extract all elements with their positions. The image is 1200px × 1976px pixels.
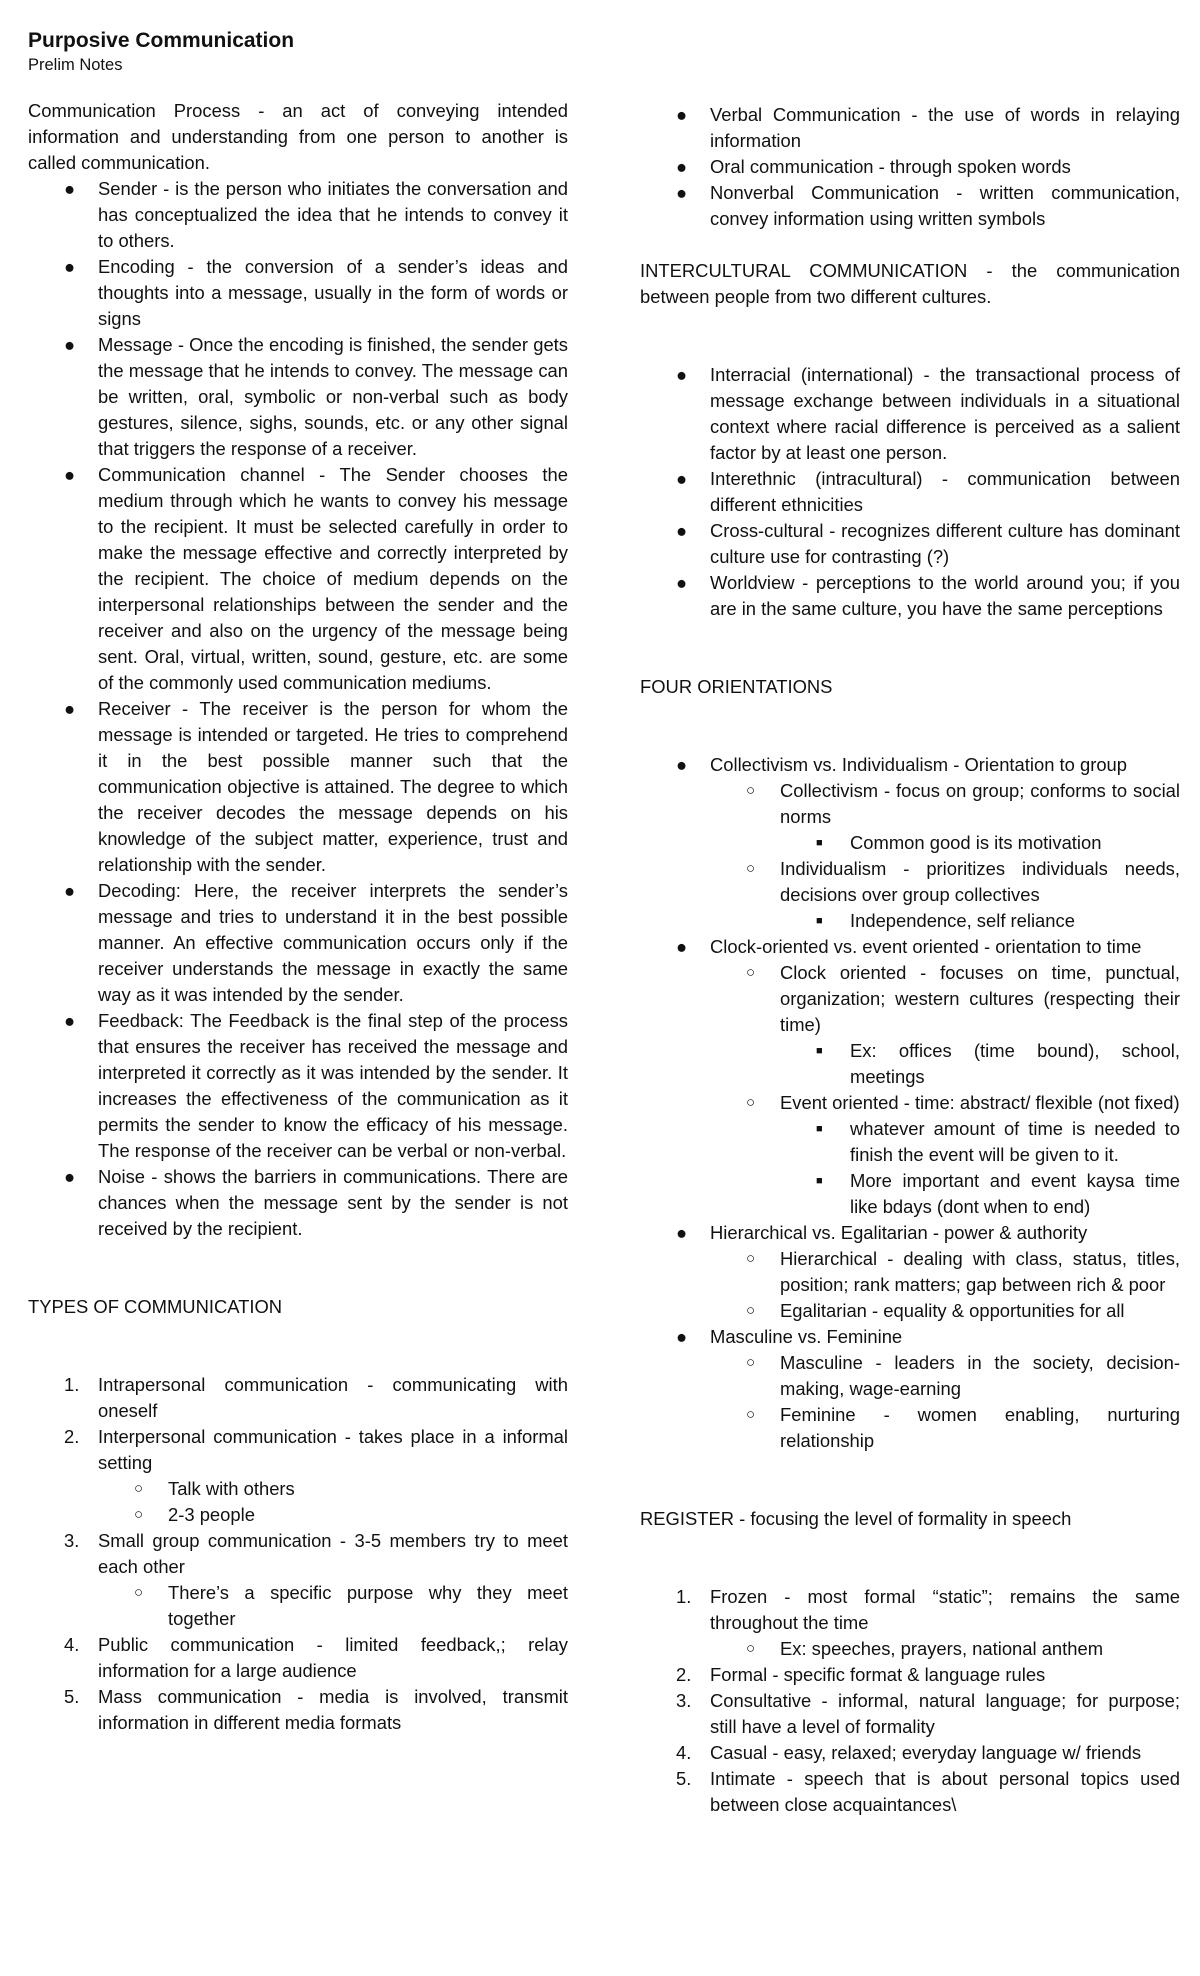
forms-list [640,102,1180,232]
list-item: ● Oral communication - through spoken words [640,154,1180,180]
bullet-icon: ● [676,156,688,177]
sub-list-item: ○ Individualism - prioritizes individuals needs, decisions over group collectives [746,858,1180,905]
bullet-icon: ● [676,104,688,125]
sub-sub-list-item: ■ Ex: offices (time bound), school, meetings [816,1040,1180,1087]
bullet-icon: ● [64,334,76,355]
circle-bullet-icon: ○ [746,1094,756,1111]
square-bullet-icon: ■ [816,1175,823,1187]
sub-list-item: ○ There’s a specific purpose why they meet together [134,1582,568,1629]
list-item: ● Decoding: Here, the receiver interprets the sender’s message and tries to understand it in the best possible manner. An effective communication occurs only if the receiver understands the message in exactly the same way as it was intended by the sender. [64,880,568,1005]
list-item: ● Masculine vs. Feminine [640,1324,1180,1350]
circle-bullet-icon: ○ [134,1506,144,1523]
bullet-icon: ● [64,256,76,277]
sub-list-item: ○ Talk with others [28,1476,568,1502]
list-item: ● Receiver - The receiver is the person for whom the message is intended or targeted. He tries to comprehend it in the best possible manner such that the communication objective is attained. The degree to which the receiver decodes the message depends on his knowledge of the subject matter, experience, trust and relationship with the sender. [64,698,568,875]
square-bullet-icon: ■ [816,1045,823,1057]
list-item: 2. Formal - specific format & language rules [640,1662,1180,1688]
list-item: ● Hierarchical vs. Egalitarian - power & authority [640,1220,1180,1246]
list-number: 4. [676,1742,692,1763]
sub-list-item: ○ Clock oriented - focuses on time, punctual, organization; western cultures (respecting their time) [746,962,1180,1035]
circle-bullet-icon: ○ [746,1302,756,1319]
sub-list-item: ○ Hierarchical - dealing with class, status, titles, position; rank matters; gap between rich & poor [746,1248,1180,1295]
sub-list-item: ○ 2-3 people [28,1502,568,1528]
list-number: 3. [676,1690,692,1711]
list-item: ● Communication channel - The Sender chooses the medium through which he wants to convey his message to the recipient. It must be selected carefully in order to make the message effective and correctly interpreted by the recipient. The choice of medium depends on the interpersonal relationships between the sender and the receiver and also on the urgency of the message being sent. Oral, virtual, written, sound, gesture, etc. are some of the commonly used communication mediums. [64,464,568,693]
sub-list-item: ○ Feminine - women enabling, nurturing relationship [746,1404,1180,1451]
bullet-icon: ● [64,464,76,485]
list-item: ● Verbal Communication - the use of words in relaying information [676,104,1180,151]
bullet-icon: ● [676,572,688,593]
list-item: ● Worldview - perceptions to the world around you; if you are in the same culture, you have the same perceptions [676,572,1180,619]
square-bullet-icon: ■ [816,1123,823,1135]
bullet-icon: ● [64,698,76,719]
process-list [28,176,568,1242]
list-item: 1. Intrapersonal communication - communicating with oneself [64,1374,568,1421]
list-number: 1. [676,1586,692,1607]
circle-bullet-icon: ○ [746,1250,756,1267]
sub-sub-list-item: ■ Independence, self reliance [640,908,1180,934]
bullet-icon: ● [64,178,76,199]
circle-bullet-icon: ○ [746,782,756,799]
circle-bullet-icon: ○ [746,1354,756,1371]
list-item: 2. Interpersonal communication - takes place in a informal setting [64,1426,568,1473]
list-item: ● Interracial (international) - the transactional process of message exchange between individuals in a situational context where racial difference is perceived as a salient factor by at least one person. [676,364,1180,463]
sub-sub-list-item: ■ More important and event kaysa time like bdays (dont when to end) [816,1170,1180,1217]
list-item: 4. Public communication - limited feedback,; relay information for a large audience [64,1634,568,1681]
types-list [28,1372,568,1736]
document-title: Purposive Communication [28,29,295,52]
square-bullet-icon: ■ [816,837,823,849]
sub-list-item: ○ Ex: speeches, prayers, national anthem [640,1636,1180,1662]
bullet-icon: ● [676,1222,688,1243]
list-item: ● Encoding - the conversion of a sender’s ideas and thoughts into a message, usually in the form of words or signs [64,256,568,329]
list-number: 2. [676,1664,692,1685]
list-item: ● Noise - shows the barriers in communications. There are chances when the message sent by the sender is not received by the recipient. [64,1166,568,1239]
list-item: ● Sender - is the person who initiates the conversation and has conceptualized the idea that he intends to convey it to others. [64,178,568,251]
list-item: ● Message - Once the encoding is finished, the sender gets the message that he intends to convey. The message can be written, oral, symbolic or non-verbal such as body gestures, silence, sighs, sounds, etc. or any other signal that triggers the response of a receiver. [64,334,568,459]
circle-bullet-icon: ○ [134,1584,144,1601]
square-bullet-icon: ■ [816,915,823,927]
list-item: 3. Small group communication - 3-5 members try to meet each other [64,1530,568,1577]
communication-process-intro: Communication Process - an act of conveying intended information and understanding from one person to another is called communication. [28,100,568,173]
left-column [28,0,568,1736]
intercultural-heading: INTERCULTURAL COMMUNICATION - the communication between people from two different cultures. [640,260,1180,307]
list-item: ● Collectivism vs. Individualism - Orientation to group [640,752,1180,778]
bullet-icon: ● [676,1326,688,1347]
circle-bullet-icon: ○ [746,1406,756,1423]
list-item: ● Clock-oriented vs. event oriented - orientation to time [640,934,1180,960]
register-heading: REGISTER - focusing the level of formality in speech [640,1508,1072,1529]
list-item: 1. Frozen - most formal “static”; remains the same throughout the time [676,1586,1180,1633]
bullet-icon: ● [676,936,688,957]
sub-sub-list-item: ■ whatever amount of time is needed to finish the event will be given to it. [816,1118,1180,1165]
list-item: ● Interethnic (intracultural) - communication between different ethnicities [676,468,1180,515]
list-number: 2. [64,1426,80,1447]
list-number: 5. [676,1768,692,1789]
bullet-icon: ● [676,468,688,489]
bullet-icon: ● [64,1166,76,1187]
document-subtitle: Prelim Notes [28,56,123,74]
list-number: 3. [64,1530,80,1551]
circle-bullet-icon: ○ [746,860,756,877]
bullet-icon: ● [676,520,688,541]
sub-list-item: ○ Event oriented - time: abstract/ flexible (not fixed) [640,1090,1180,1116]
list-item: ● Feedback: The Feedback is the final step of the process that ensures the receiver has received the message and interpreted it correctly as it was intended by the sender. It increases the effectiveness of the communication as it permits the sender to know the efficacy of his message. The response of the receiver can be verbal or non-verbal. [64,1010,568,1161]
list-number: 4. [64,1634,80,1655]
sub-list-item: ○ Collectivism - focus on group; conforms to social norms [746,780,1180,827]
circle-bullet-icon: ○ [134,1480,144,1497]
sub-list-item: ○ Egalitarian - equality & opportunities for all [640,1298,1180,1324]
list-item: 3. Consultative - informal, natural language; for purpose; still have a level of formality [676,1690,1180,1737]
circle-bullet-icon: ○ [746,964,756,981]
register-list [640,1584,1180,1818]
orientations-heading: FOUR ORIENTATIONS [640,676,833,697]
right-column [640,102,1180,1818]
bullet-icon: ● [676,364,688,385]
types-heading: TYPES OF COMMUNICATION [28,1296,283,1317]
circle-bullet-icon: ○ [746,1640,756,1657]
list-item: ● Nonverbal Communication - written communication, convey information using written symbols [676,182,1180,229]
orientations-list [640,752,1180,1454]
sub-list-item: ○ Masculine - leaders in the society, decision-making, wage-earning [746,1352,1180,1399]
bullet-icon: ● [64,1010,76,1031]
list-item: 4. Casual - easy, relaxed; everyday language w/ friends [640,1740,1180,1766]
bullet-icon: ● [64,880,76,901]
intercultural-list [640,362,1180,622]
list-number: 1. [64,1374,80,1395]
list-item: 5. Mass communication - media is involved, transmit information in different media formats [64,1686,568,1733]
list-item: ● Cross-cultural - recognizes different culture has dominant culture use for contrasting (?) [676,520,1180,567]
sub-sub-list-item: ■ Common good is its motivation [640,830,1180,856]
list-item: 5. Intimate - speech that is about personal topics used between close acquaintances\ [676,1768,1180,1815]
bullet-icon: ● [676,754,688,775]
list-number: 5. [64,1686,80,1707]
bullet-icon: ● [676,182,688,203]
